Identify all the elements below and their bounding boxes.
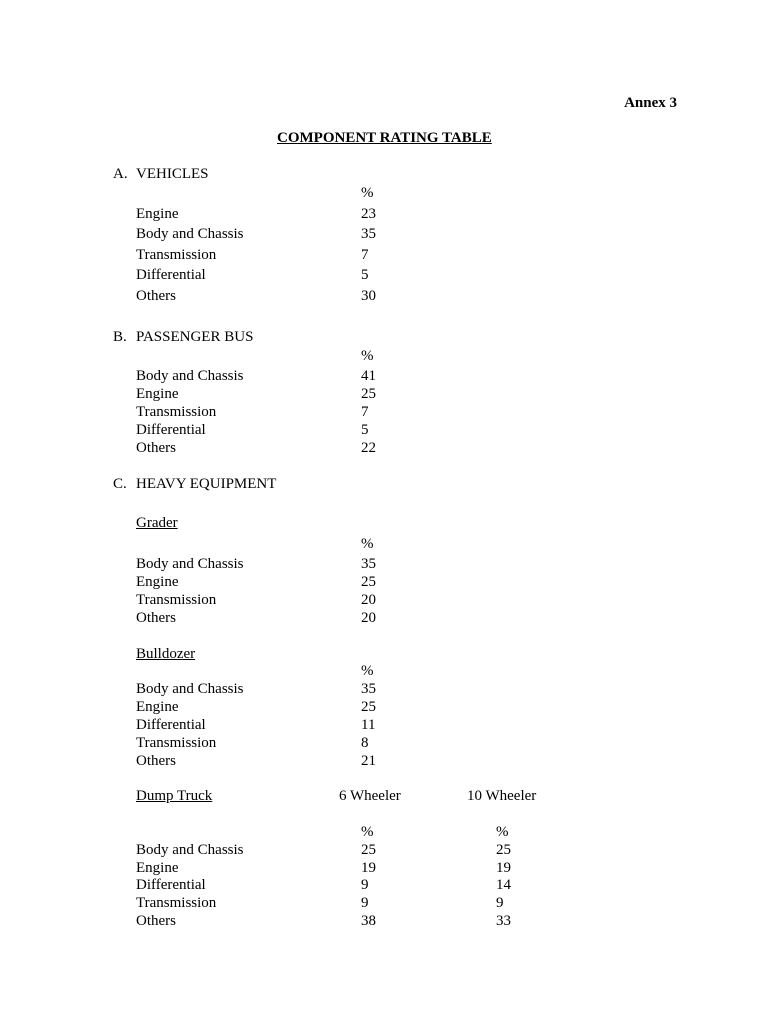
table-row-label: Differential [136, 267, 206, 283]
table-row-label: Others [136, 913, 176, 929]
section-a-letter: A. [113, 166, 128, 182]
table-row-value: 30 [361, 288, 376, 304]
table-row-label: Engine [136, 574, 179, 590]
table-row-label: Transmission [136, 404, 217, 420]
table-row-value-10w: 9 [496, 895, 504, 911]
table-row-value: 35 [361, 681, 376, 697]
table-row-value: 25 [361, 699, 376, 715]
table-row-label: Differential [136, 877, 206, 893]
section-a-unit: % [361, 185, 374, 201]
grader-subheading: Grader [136, 515, 178, 531]
table-row-label: Body and Chassis [136, 842, 244, 858]
table-row-value-10w: 19 [496, 860, 511, 876]
table-row-value: 5 [361, 422, 369, 438]
bulldozer-unit: % [361, 663, 374, 679]
table-row-value: 41 [361, 368, 376, 384]
table-row-value: 23 [361, 206, 376, 222]
table-row-value: 22 [361, 440, 376, 456]
table-row-value-10w: 33 [496, 913, 511, 929]
table-row-value-6w: 9 [361, 895, 369, 911]
table-row-value: 25 [361, 386, 376, 402]
table-row-value-10w: 25 [496, 842, 511, 858]
table-row-label: Engine [136, 860, 179, 876]
table-row-value: 8 [361, 735, 369, 751]
table-row-label: Others [136, 440, 176, 456]
table-row-value-6w: 38 [361, 913, 376, 929]
table-row-label: Transmission [136, 895, 217, 911]
table-row-label: Transmission [136, 735, 217, 751]
table-row-label: Body and Chassis [136, 368, 244, 384]
section-c-letter: C. [113, 476, 127, 492]
section-c-heading: HEAVY EQUIPMENT [136, 476, 277, 492]
table-row-label: Body and Chassis [136, 226, 244, 242]
table-row-value-6w: 25 [361, 842, 376, 858]
table-row-label: Body and Chassis [136, 556, 244, 572]
annex-label: Annex 3 [624, 95, 677, 111]
table-row-label: Engine [136, 699, 179, 715]
bulldozer-subheading: Bulldozer [136, 646, 196, 662]
table-row-value: 35 [361, 556, 376, 572]
table-row-value: 35 [361, 226, 376, 242]
table-row-value-10w: 14 [496, 877, 511, 893]
dump-truck-subheading: Dump Truck [136, 788, 213, 804]
page-title: COMPONENT RATING TABLE [277, 130, 492, 146]
table-row-label: Body and Chassis [136, 681, 244, 697]
table-row-value: 21 [361, 753, 376, 769]
section-a-heading: VEHICLES [136, 166, 209, 182]
table-row-value-6w: 9 [361, 877, 369, 893]
dump-truck-unit1: % [361, 824, 374, 840]
dump-truck-col1-header: 6 Wheeler [339, 788, 401, 804]
table-row-value: 11 [361, 717, 376, 733]
table-row-label: Differential [136, 422, 206, 438]
grader-unit: % [361, 536, 374, 552]
table-row-value: 20 [361, 610, 376, 626]
dump-truck-col2-header: 10 Wheeler [467, 788, 537, 804]
table-row-value: 7 [361, 404, 369, 420]
table-row-value: 5 [361, 267, 369, 283]
table-row-value: 20 [361, 592, 376, 608]
section-b-letter: B. [113, 329, 127, 345]
table-row-label: Others [136, 753, 176, 769]
section-b-unit: % [361, 348, 374, 364]
table-row-label: Engine [136, 386, 179, 402]
table-row-label: Transmission [136, 247, 217, 263]
table-row-label: Others [136, 610, 176, 626]
table-row-label: Differential [136, 717, 206, 733]
table-row-label: Others [136, 288, 176, 304]
dump-truck-unit2: % [496, 824, 509, 840]
table-row-label: Transmission [136, 592, 217, 608]
section-b-heading: PASSENGER BUS [136, 329, 254, 345]
table-row-value: 7 [361, 247, 369, 263]
table-row-value-6w: 19 [361, 860, 376, 876]
table-row-value: 25 [361, 574, 376, 590]
table-row-label: Engine [136, 206, 179, 222]
